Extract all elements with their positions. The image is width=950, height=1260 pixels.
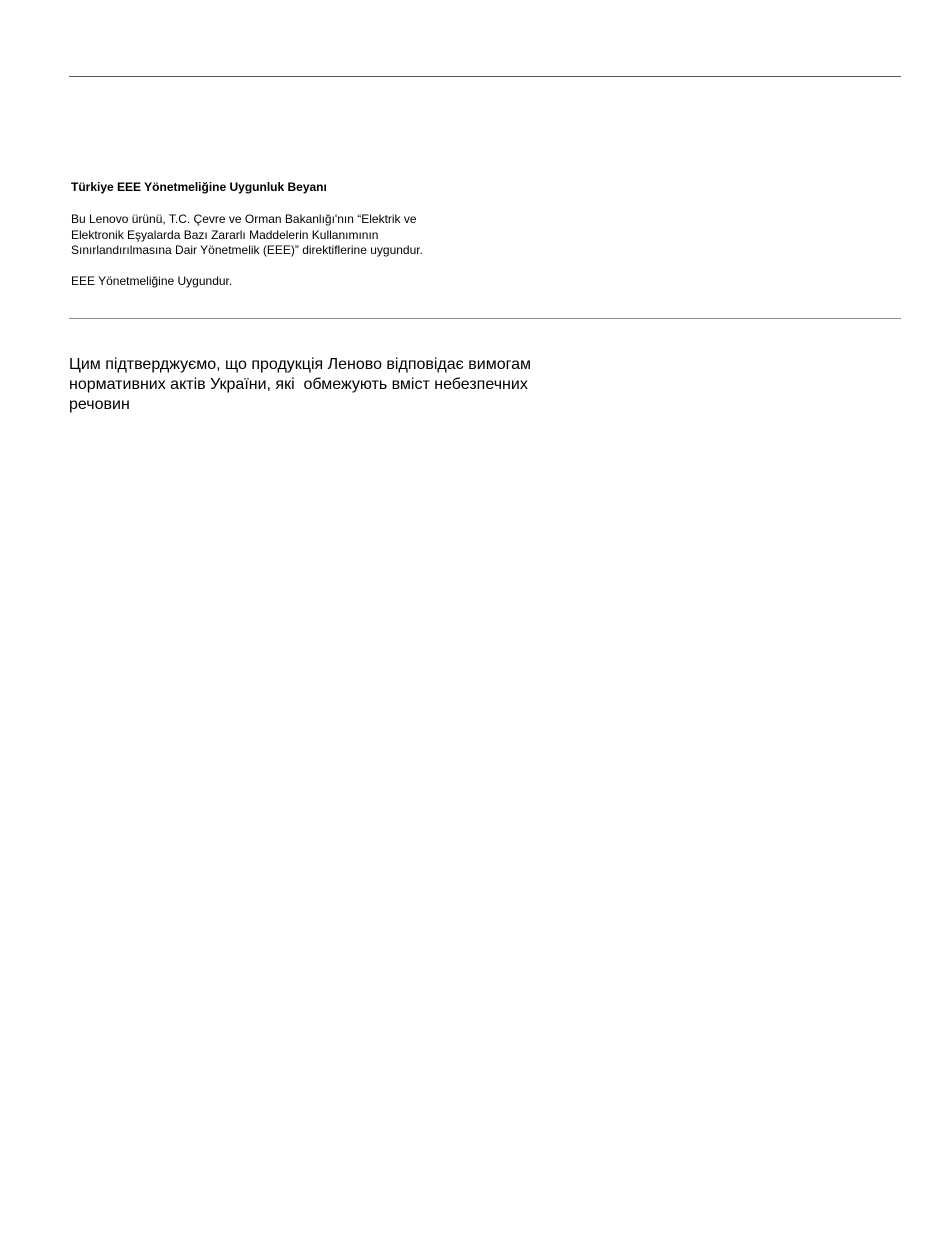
turkey-body-line: Bu Lenovo ürünü, T.C. Çevre ve Orman Bakanlığı'nın “Elektrik ve [71,212,417,226]
top-divider [69,76,901,77]
ukraine-declaration-body [69,355,669,415]
ukraine-body-line: речовин [69,396,130,413]
turkey-body-line: Sınırlandırılmasına Dair Yönetmelik (EEE)” direktiflerine uygundur. [71,243,423,257]
turkey-eee-declaration [71,180,631,289]
ukraine-body-line: Цим підтверджуємо, що продукція Леново відповідає вимогам [69,356,531,373]
section-divider [69,318,901,319]
turkey-body-line: Elektronik Eşyalarda Bazı Zararlı Maddelerin Kullanımının [71,227,379,242]
turkey-declaration-heading: Türkiye EEE Yönetmeliğine Uygunluk Beyanı [71,180,327,194]
turkey-declaration-body [71,212,631,259]
ukraine-body-line: нормативних актів України, які обмежують вміст небезпечних [69,376,528,393]
ukraine-hazardous-substances-declaration [69,355,669,415]
turkey-conformity-note: EEE Yönetmeliğine Uygundur. [71,273,233,288]
